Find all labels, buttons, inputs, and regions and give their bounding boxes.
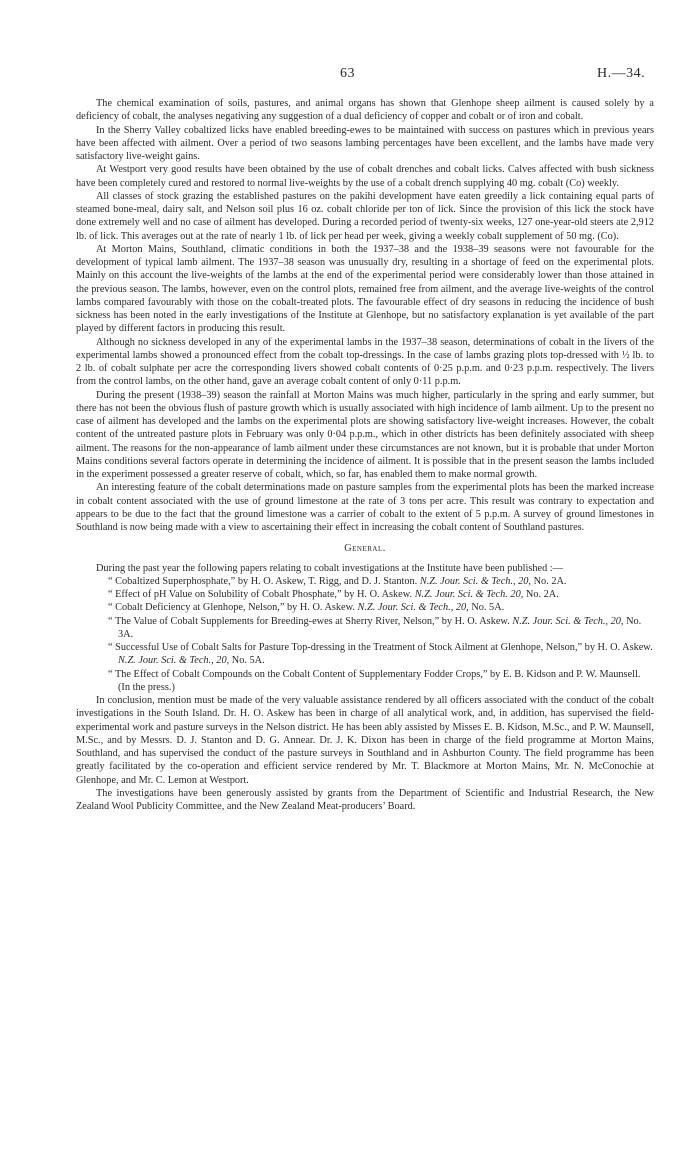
paragraph-westport: At Westport very good results have been obtained by the use of cobalt drenches and cobalt licks. Calves affected with bush sickness have been completely cured and restored to normal live-weights by the use of a cobalt drench supplying 40 mg. cobalt (Co) weekly. [76, 164, 654, 189]
paragraph-present-season: During the present (1938–39) season the rainfall at Morton Mains was much higher, particularly in the spring and early summer, but there has not been the obvious flush of pasture growth which is usually associated with high incidence of lamb ailment. Up to the present no case of ailment has developed and the lambs on the experimental plots are showing satisfactory live-weight increases. However, the cobalt content of the untreated pasture plots in February was only 0·04 p.p.m., which in other districts has been definitely associated with sheep ailment. The reasons for the non-appearance of lamb ailment under these circumstances are not known, but it is probable that under Morton Mains conditions several factors operate in determining the incidence of ailment. It is possible that in the present season the lambs included in the experiment possessed a greater reserve of cobalt, which, so far, has enabled them to make normal growth. [76, 389, 654, 480]
reference-item [86, 641, 654, 668]
reference-journal: N.Z. Jour. Sci. & Tech., 20, [419, 575, 532, 587]
reference-issue: No. 2A. [533, 575, 567, 587]
reference-issue: No. 2A. [525, 589, 559, 600]
document-body [76, 97, 654, 813]
reference-title: “ Cobalt Deficiency at Glenhope, Nelson,” by H. O. Askew. [108, 602, 355, 614]
paragraph-grants: The investigations have been generously assisted by grants from the Department of Scientific and Industrial Research, the New Zealand Wool Publicity Committee, and the New Zealand Meat-producers’ Board. [76, 787, 654, 812]
reference-journal: N.Z. Jour. Sci. & Tech. 20, [414, 589, 524, 600]
reference-title: “ Cobaltized Superphosphate,” by H. O. Askew, T. Rigg, and D. J. Stanton. [108, 575, 418, 587]
reference-journal: N.Z. Jour. Sci. & Tech., 20, [512, 615, 624, 627]
paragraph-limestone: An interesting feature of the cobalt determinations made on pasture samples from the experimental plots has been the marked increase in cobalt content associated with the use of ground limestone at the rate of 3 tons per acre. This result was contrary to expectation and appears to be due to the fact that the ground limestone was a carrier of cobalt to the extent of 5 p.p.m. A survey of ground limestones in Southland is now being made with a view to ascertaining their effect in increasing the cobalt content of Southland pastures. [76, 482, 654, 533]
reference-journal: N.Z. Jour. Sci. & Tech., 20, [118, 655, 230, 667]
paragraph-conclusion: In conclusion, mention must be made of the very valuable assistance rendered by all officers associated with the conduct of the cobalt investigations in the South Island. Dr. H. O. Askew has been in charge of all analytical work, and, in addition, has supervised the field-experimental work and pasture surveys in the Nelson district. He has been ably assisted by Misses E. B. Kidson, M.Sc., and P. W. Maunsell, M.Sc., and by Messrs. D. J. Stanton and D. G. Annear. Dr. J. K. Dixon has been in charge of the field programme at Morton Mains, Southland, and has supervised the conduct of the pasture surveys in Southland and in Ashburton County. The field programme has been greatly facilitated by the co-operation and efficient service rendered by Mr. T. Blackmore at Morton Mains, Mr. N. McConochie at Glenhope, and Mr. C. Lemon at Westport. [76, 695, 654, 786]
reference-item [86, 615, 654, 642]
reference-title: “ Successful Use of Cobalt Salts for Pasture Top-dressing in the Treatment of Stock Ailment at Glenhope, Nelson,” by H. O. Askew. [108, 642, 653, 653]
reference-issue: No. 5A. [231, 655, 265, 667]
page-number: 63 [340, 66, 355, 81]
reference-title: “ The Effect of Cobalt Compounds on the Cobalt Content of Supplementary Fodder Crops,” by E. B. Kidson and P. W. Maunsell. [108, 668, 641, 680]
reference-issue: (In the press.) [118, 681, 175, 693]
reference-item [86, 588, 654, 601]
reference-journal: N.Z. Jour. Sci. & Tech., 20, [357, 602, 469, 614]
paragraph-morton-mains-climate: At Morton Mains, Southland, climatic conditions in both the 1937–38 and the 1938–39 seasons were not favourable for the development of typical lamb ailment. The 1937–38 season was unusually dry, resulting in a shortage of feed on the experimental plots. Mainly on this account the live-weights of the lambs at the end of the experimental period were considerably lower than those attained in the previous season. The lambs, however, even on the control plots, remained free from ailment, and the average live-weights of the control lambs compared favourably with those on the cobalt-treated plots. The favourable effect of dry seasons in reducing the incidence of bush sickness has been noted in the early investigations of the Institute at Glenhope, but no satisfactory explanation is yet available of the part played by different factors in producing this result. [76, 243, 654, 335]
reference-title: “ The Value of Cobalt Supplements for Breeding-ewes at Sherry River, Nelson,” by H. O. Askew. [108, 615, 510, 627]
paragraph-liver-cobalt: Although no sickness developed in any of the experimental lambs in the 1937–38 season, determinations of cobalt in the livers of the experimental lambs showed a pronounced effect from the cobalt top-dressings. In the case of lambs grazing plots top-dressed with ½ lb. to 2 lb. of cobalt sulphate per acre the corresponding livers showed cobalt contents of 0·25 p.p.m. and 0·23 p.p.m. respectively. The livers from the control lambs, on the other hand, gave an average cobalt content of only 0·11 p.p.m. [76, 336, 654, 388]
paragraph-glenhope-analysis: The chemical examination of soils, pastures, and animal organs has shown that Glenhope sheep ailment is caused solely by a deficiency of cobalt, the analyses negativing any suggestion of a dual deficiency of copper and cobalt or of iron and cobalt. [76, 98, 654, 123]
reference-issue: No. 5A. [471, 602, 505, 614]
reference-item [86, 575, 654, 588]
document-reference: H.—34. [597, 66, 646, 81]
reference-list [76, 575, 654, 694]
page-header [0, 0, 700, 81]
reference-item [86, 668, 654, 695]
paragraph-general-intro: During the past year the following papers relating to cobalt investigations at the Institute have been published :— [96, 562, 563, 574]
reference-item [86, 601, 654, 614]
section-heading-general: General. [344, 543, 386, 555]
reference-issue: No. 3A. [118, 615, 642, 640]
paragraph-sherry-valley: In the Sherry Valley cobaltized licks have enabled breeding-ewes to be maintained with success on pastures which in previous years have been affected with ailment. Over a period of two seasons lambing percentages have been excellent, and the lambs have made very satisfactory live-weight gains. [76, 124, 654, 162]
paragraph-pakihi-lick: All classes of stock grazing the established pastures on the pakihi development have eaten greedily a lick containing equal parts of steamed bone-meal, dairy salt, and Nelson soil plus 16 oz. cobalt chloride per ton of lick. Since the provision of this lick the stock have done extremely well and no case of ailment has developed. During a recorded period of twenty-six weeks, 127 one-year-old steers ate 2,912 lb. of lick. This averages out at the rate of nearly 1 lb. of lick per head per week, giving a weekly cobalt supplement of 50 mg. (Co). [76, 190, 654, 242]
reference-title: “ Effect of pH Value on Solubility of Cobalt Phosphate,” by H. O. Askew. [108, 589, 413, 600]
